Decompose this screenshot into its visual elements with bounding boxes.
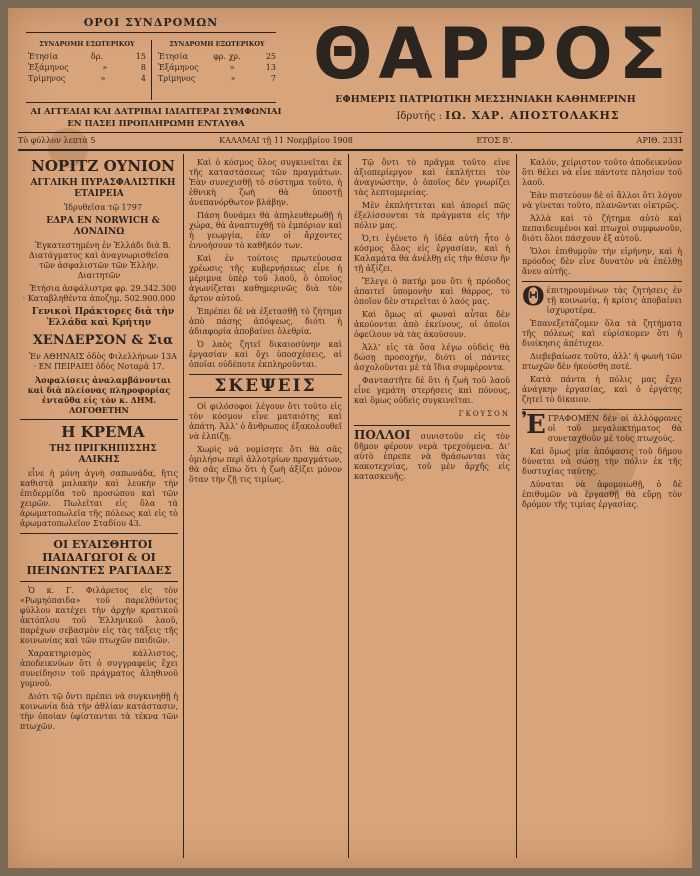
- article-paragraph: ἐπιτηρουμένων τὰς ζητήσεις ἐν τῇ κοινωνίᾳ, ἡ κρίσις ἀποβαίνει ἰσχυροτέρα.: [546, 286, 682, 315]
- lead-word: ΠΟΛΛΟΙ: [354, 428, 411, 442]
- article-paragraph: Χαρακτηρισμὸς κάλλιστος, ἀποδεικνύων ὅτι ὁ συγγραφεὺς ἔχει συνείδησιν τοῦ πράγματος ἀληθινοῦ γυμνοῦ.: [20, 649, 178, 688]
- ad-close: Ἀσφαλίσεις ἀναλαμβάνονται καὶ διὰ πλείονας πληροφορίας ἐνταῦθα εἰς τὸν κ. ΔΗΜ. ΛΟΓΟΘΕΤΗΝ: [27, 375, 172, 415]
- column-rule: [516, 154, 517, 858]
- column-4: [522, 158, 682, 858]
- article-paragraph: ΓΡΑΦΟΜΕΝ δὲν οἱ ἀλλόφρονες οἱ τοῦ μεγαλοκτήματος θὰ συνεταχθοῦν μὲ τοὺς πτωχούς.: [547, 414, 682, 443]
- article-paragraph: Ὅλοι ἐπιθυμοῦν τὴν εἰρήνην, καὶ ἡ πρόοδος δὲν εἶνε δυνατὸν νὰ ἐπέλθῃ ἄνευ αὐτῆς.: [522, 247, 682, 276]
- section-title: ΣΚΕΨΕΙΣ: [214, 376, 317, 396]
- terms-row: Τρίμηνος » 4: [28, 74, 146, 83]
- divider: [522, 281, 682, 282]
- year: ΕΤΟΣ Β'.: [476, 136, 514, 145]
- article-paragraph: Καὶ ὁ κόσμος ὅλος συγκινεῖται ἐκ τῆς καταστάσεως τῶν πραγμάτων. Ἐὰν συνεχισθῇ τὸ σύστημα τοῦτο, ἡ ἐθνικὴ ζωὴ θὰ ὑποστῇ ἀνεπανόρθωτον βλάβην.: [189, 158, 342, 207]
- drop-cap: Θ: [522, 282, 545, 312]
- column-1: [20, 158, 178, 858]
- column-rule: [183, 154, 184, 858]
- article-paragraph: Ὁ λαὸς ζητεῖ δικαιοσύνην καὶ ἐργασίαν καὶ ὄχι ὑποσχέσεις, αἱ ὁποῖαι οὐδέποτε ἐκπληροῦνται.: [189, 340, 342, 369]
- ad-seat: ΕΔΡΑ ΕΝ NORWICH & ΛΟΝΔΙΝΩ: [46, 216, 160, 237]
- newspaper-title: ΘΑΡΡΟΣ: [313, 13, 673, 95]
- article-paragraph: συνιστοῦν εἰς τὸν δῆμον φέρουν νερὰ τρεχούμενα. Δι’ αὐτὸ ἐπρεπε νὰ θράσωνται τὰς κακοτεχνίας, τοῦ μὲν ἀρχῆς εἰς κατασκευῆς.: [354, 432, 510, 481]
- ad-founded: Ἱδρυθεῖσα τῷ 1797: [64, 203, 142, 212]
- article-paragraph: Καλόν, χείριστον τοῦτο ἀποδεικνύον ὅτι θέλει νὰ εἶνε πάντοτε πλησίον τοῦ λαοῦ.: [522, 158, 682, 187]
- article-paragraph: Μὲν ἐκπλήττεται καὶ ἀπορεῖ πῶς ἐξελίσσονται τὰ πράγματα εἰς τὴν πόλιν μας.: [354, 201, 510, 230]
- newspaper-page: [8, 8, 692, 868]
- ad-body: Ἐγκατεστημένη ἐν Ἑλλάδι διὰ Β. Διατάγματος καὶ ἀναγνωρισθεῖσα τῶν ἀσφαλιστῶν τῶν Ἑλλήν. Διαιτητῶν: [29, 241, 171, 280]
- divider: [26, 102, 276, 103]
- terms-row: Ἑξάμηνος » 13: [158, 63, 276, 72]
- column-rule: [348, 154, 349, 858]
- article-paragraph: Ἀλλὰ καὶ τὸ ζήτημα αὐτὸ καὶ πεπαιδευμένοι καὶ πτωχοὶ συμφωνοῦν, διότι ὅλοι πάσχουν ἐξ αὐτοῦ.: [522, 214, 682, 243]
- article-paragraph: Ἀλλ’ εἰς τὰ ὅσα λέγω οὐδεὶς θὰ δώσῃ προσοχήν, διότι οἱ πάντες ἀσχολοῦνται μὲ τὰ ἴδια συμφέροντα.: [354, 343, 510, 372]
- divider: [189, 397, 342, 398]
- inland-terms: [28, 40, 146, 84]
- column-2: [189, 158, 342, 858]
- subscription-terms-title: ΟΡΟΙ ΣΥΝΔΡΟΜΩΝ: [83, 16, 219, 29]
- ad-figures: Ἐτήσια ἀσφάλιστρα φρ. 29.342.300 · Καταβληθέντα ἀποζημ. 502.900.000: [22, 284, 177, 303]
- advertising-note: ΑΙ ΑΓΓΕΛΙΑΙ ΚΑΙ ΔΑΤΡΙΒΑΙ ΙΔΙΑΙΤΕΡΑΙ ΣΥΜΦΩΝΙΑΙ ΕΝ ΠΑΣΕΙ ΠΡΟΠΛΗΡΩΜΗ ΕΝΤΑΥΘΑ: [30, 107, 282, 129]
- terms-row: Ἑξάμηνος » 8: [28, 63, 146, 72]
- drop-cap: Ἐ: [522, 410, 546, 440]
- ad-agents: Γενικοὶ Πράκτορες διὰ τὴν Ἑλλάδα καὶ Κρήτην: [31, 307, 175, 328]
- place-date: ΚΑΛΑΜΑΙ τῇ 11 Νοεμβρίου 1908: [219, 136, 353, 145]
- ad-subtitle: ΤΗΣ ΠΡΙΓΚΗΠΙΣΣΗΣ ΑΛΙΚΗΣ: [49, 444, 157, 465]
- founder-line: Ιδρυτής : ΙΩ. ΧΑΡ. ΑΠΟΣΤΟΛΑΚΗΣ: [396, 109, 620, 122]
- terms-row: Τρίμηνος » 7: [158, 74, 276, 83]
- author-signature: ΓΚΟΥΣΟΝ: [458, 410, 510, 418]
- article-paragraph: Κατὰ πάντα ἡ πόλις μας ἔχει ἀνάγκην ἐργασίας, καὶ ὁ ἐργάτης ζητεῖ τὸ δίκαιον.: [522, 375, 682, 404]
- ad-body: εἶνε ἡ μόνη ἁγνὴ σαπωνάδα, ἥτις καθιστᾷ μαλακὴν καὶ λευκὴν τὴν ἐπιδερμίδα τοῦ προσώπου καὶ τῶν χειρῶν. Πωλεῖται εἰς ὅλα τὰ ἀρωματοπωλεῖα τῆς πόλεως καὶ εἰς τὸ ἀρωματοπωλεῖον Σταδίου 43.: [20, 469, 178, 528]
- article-paragraph: Οἱ φιλόσοφοι λέγουν ὅτι τοῦτο εἰς τὸν κόσμον εἶνε ματαιότης καὶ ἀπάτη. Ἀλλ’ ὁ ἄνθρωπος ἐξακολουθεῖ νὰ ἐλπίζῃ.: [189, 402, 342, 441]
- article-paragraph: Φανταστῆτε δὲ ὅτι ἡ ζωὴ τοῦ λαοῦ εἶνε γεμάτη στερήσεις καὶ πόνους, καὶ ὅμως οὐδεὶς συγκινεῖται.: [354, 376, 510, 405]
- abroad-terms: [158, 40, 276, 84]
- issue-price: Τὸ φύλλον λεπτὰ 5: [18, 136, 96, 145]
- issue-number: ΑΡΙΘ. 2331: [636, 136, 683, 145]
- article-paragraph: Ἐπανεξετάζομεν ὅλα τὰ ζητήματα τῆς πόλεως καὶ εὑρίσκομεν ὅτι ἡ διοίκησις ἀπέτυχεν.: [522, 319, 682, 348]
- terms-row: Ἐτησία φρ. χρ. 25: [158, 52, 276, 61]
- dateline: [18, 134, 683, 148]
- inland-terms-header: ΣΥΝΔΡΟΜΗ ΕΣΩΤΕΡΙΚΟΥ: [39, 40, 135, 48]
- terms-row: Ἐτησία δρ. 15: [28, 52, 146, 61]
- divider: [189, 374, 342, 375]
- newspaper-subtitle: ΕΦΗΜΕΡΙΣ ΠΑΤΡΙΩΤΙΚΗ ΜΕΣΣΗΝΙΑΚΗ ΚΑΘΗΜΕΡΙΝΗ: [335, 94, 636, 105]
- divider: [354, 425, 510, 426]
- ad-firm: ΧΕΝΔΕΡΣΟΝ & Σια: [32, 333, 174, 348]
- abroad-terms-header: ΣΥΝΔΡΟΜΗ ΕΞΩΤΕΡΙΚΟΥ: [169, 40, 265, 48]
- founder-name: ΙΩ. ΧΑΡ. ΑΠΟΣΤΟΛΑΚΗΣ: [445, 109, 620, 122]
- article-title: ΟΙ ΕΥΑΙΣΘΗΤΟΙ ΠΑΙΔΑΓΩΓΟΙ & ΟΙ ΠΕΙΝΩΝΤΕΣ ΡΑΓΙΑΔΕΣ: [26, 538, 172, 577]
- divider: [26, 32, 276, 33]
- article-paragraph: Ἐὰν πιστεύουν δὲ οἱ ἄλλοι ὅτι λόγον νὰ γίνεται τοῦτο, πλανῶνται οἰκτρῶς.: [522, 191, 682, 210]
- ad-address: Ἐν ΑΘΗΝΑΙΣ ὁδὸς Φιλελλήνων 13Α · ΕΝ ΠΕΙΡΑΙΕΙ ὁδὸς Νοταρᾶ 17.: [29, 352, 177, 371]
- article-paragraph: Καὶ ὅμως αἱ φωναὶ αὗται δὲν ἀκούονται ἀπὸ ἐκείνους, οἱ ὁποῖοι ὀφείλουν νὰ τὰς ἀκούσουν.: [354, 310, 510, 339]
- article-paragraph: Διότι τῷ ὄντι πρέπει νὰ συγκινηθῇ ἡ κοινωνία διὰ τὴν ἀθλίαν κατάστασιν, τὴν ὁποίαν ὑφίστανται τὰ τέκνα τῶν πτωχῶν.: [20, 692, 178, 731]
- divider: [20, 419, 178, 420]
- divider: [18, 149, 683, 151]
- article-paragraph: Διεβεβαίωσε τοῦτο, ἀλλ’ ἡ φωνὴ τῶν πτωχῶν δὲν ἠκούσθη ποτέ.: [522, 352, 682, 371]
- divider: [151, 40, 152, 100]
- article-paragraph: Χωρὶς νὰ νομίσητε ὅτι θὰ σᾶς ὁμιλήσω περὶ ἀλλοτρίων πραγμάτων, θὰ σᾶς εἴπω ὅτι ἡ ζωὴ ἀξίζει μόνον ὅταν τὴν ζῇ τις τιμίως.: [189, 445, 342, 484]
- divider: [20, 581, 178, 582]
- article-paragraph: Ὁ,τι ἐγένετο ἡ ἰδέα αὐτὴ ἦτο ὁ κόσμος ὅλος εἰς ἐργασίαν, καὶ ἡ Καλαμάτα θὰ ἀνέλθῃ εἰς τὴν θέσιν ἣν τῇ ἀξίζει.: [354, 234, 510, 273]
- article-paragraph: Ἐπρέπει δὲ νὰ ἐξετασθῇ τὸ ζήτημα ἀπὸ πάσης ἀπόψεως, διότι ἡ ἀδιαφορία ἀποβαίνει ὀλεθρία.: [189, 307, 342, 336]
- article-paragraph: Δύναται νὰ ἀφομοιωθῇ, ὁ δὲ ἐπιθυμῶν νὰ ἐργασθῇ θὰ εὕρῃ τὸν δρόμον τῆς τιμίας ἐργασίας.: [522, 480, 682, 509]
- article-paragraph: Τῷ ὄντι τὸ πρᾶγμα τοῦτο εἶνε ἀξιοπερίεργον καὶ ἐκπλήττει τὸν ἀναγνώστην, ὁ ὁποῖος δὲν γνωρίζει τὰς λεπτομερείας.: [354, 158, 510, 197]
- article-paragraph: Ὁ κ. Γ. Φιλάρετος εἰς τὸν «Ρωμηόπαιδα» τοῦ παρελθόντος φύλλου κατέχει τὴν ἀρχὴν κρατικοῦ ἀκτόπλου τοῦ Ἑλληνικοῦ λαοῦ, παρέχων σεβασμὸν εἰς τὰς τάξεις τῆς κοινωνίας καὶ τῶν πτωχῶν παιδιῶν.: [20, 586, 178, 645]
- ad-title: ΝΟΡΙΤΖ ΟΥΝΙΟΝ: [31, 158, 175, 175]
- column-3: [354, 158, 510, 858]
- divider: [522, 409, 682, 410]
- article-paragraph: Πάση δυνάμει θὰ ἀπηλευθερωθῇ ἡ χώρα, θὰ ἀναπτυχθῇ τὸ ἐμπόριον καὶ ἡ γεωργία, ἐὰν οἱ ἄρχοντες ἐννοήσουν τὸ καθῆκόν των.: [189, 211, 342, 250]
- article-paragraph: Ἔλεγε ὁ πατήρ μου ὅτι ἡ πρόοδος ἀπαιτεῖ ὑπομονὴν καὶ θάρρος, τὸ ὁποῖον δὲν στερεῖται ὁ λαός μας.: [354, 277, 510, 306]
- divider: [20, 533, 178, 534]
- ad-title: Η ΚΡΕΜΑ: [61, 423, 145, 441]
- divider: [18, 132, 683, 133]
- article-paragraph: Καὶ ὅμως μία ἀπόφασις τοῦ δήμου δύναται νὰ σώσῃ τὴν πόλιν ἐκ τῆς δυστυχίας ταύτης.: [522, 447, 682, 476]
- article-paragraph: Καὶ ἐν τούτοις πρωτεύουσα χρέωσις τῆς κυβερνήσεως εἶνε ἡ μέριμνα ὑπὲρ τοῦ λαοῦ, ὁ ὁποῖος ἀγωνίζεται καθημερινῶς διὰ τὸν ἄρτον αὐτοῦ.: [189, 254, 342, 303]
- ad-subtitle: ΑΓΓΛΙΚΗ ΠΥΡΑΣΦΑΛΙΣΤΙΚΗ ΕΤΑΙΡΕΙΑ: [30, 178, 176, 199]
